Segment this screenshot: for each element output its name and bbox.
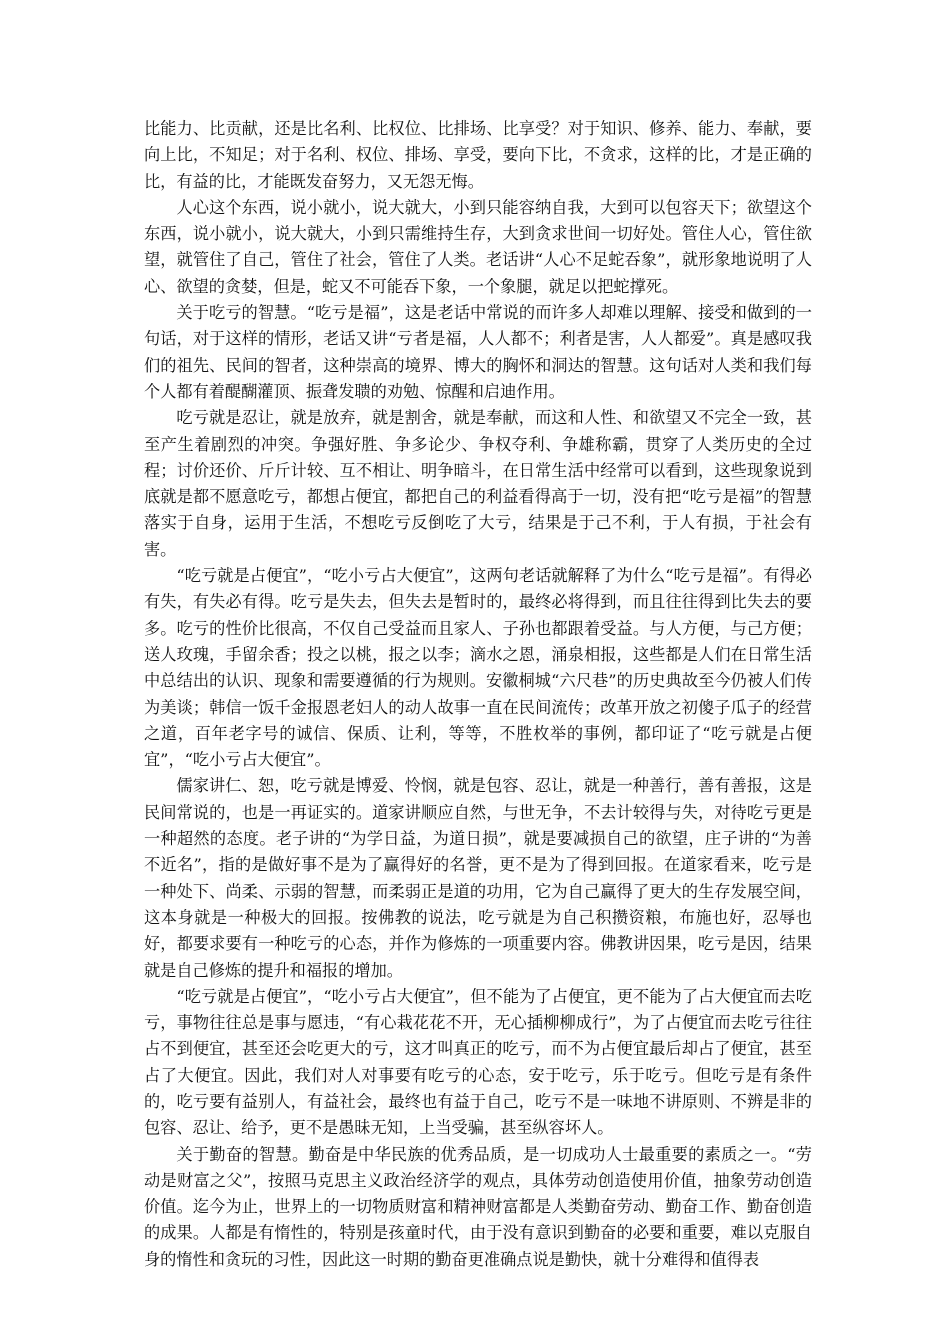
paragraph-loss-is-gain: “吃亏就是占便宜”，“吃小亏占大便宜”，这两句老话就解释了为什么“吃亏是福”。有得必有失，有失必有得。吃亏是失去，但失去是暂时的，最终必将得到，而且往往得到比失去的要多。吃亏的性价比很高，不仅自己受益而且家人、子孙也都跟着受益。与人方便，与己方便；送人玫瑰，手留余香；投之以桃，报之以李；滴水之恩，涌泉相报，这些都是人们在日常生活中总结出的认识、现象和需要遵循的行为规则。安徽桐城“六尺巷”的历史典故至今仍被人们传为美谈；韩信一饭千金报恩老妇人的动人故事一直在民间流传；改革开放之初傻子瓜子的经营之道，百年老字号的诚信、保质、让利，等等，不胜枚举的事例，都印证了“吃亏就是占便宜”，“吃小亏占大便宜”。 xyxy=(144,566,812,770)
paragraph-diligence-wisdom: 关于勤奋的智慧。勤奋是中华民族的优秀品质，是一切成功人士最重要的素质之一。“劳动是财富之父”，按照马克思主义政治经济学的观点，具体劳动创造使用价值，抽象劳动创造价值。迄今为止，世界上的一切物质财富和精神财富都是人类勤奋劳动、勤奋工作、勤奋创造的成果。人都是有惰性的，特别是孩童时代，由于没有意识到勤奋的必要和重要，难以克服自身的惰性和贪玩的习性，因此这一时期的勤奋更准确点说是勤快，就十分难得和值得表 xyxy=(144,1144,812,1269)
document-body xyxy=(144,116,812,1273)
paragraph-heart-desire: 人心这个东西，说小就小，说大就大，小到只能容纳自我，大到可以包容天下；欲望这个东西，说小就小，说大就大，小到只需维持生存，大到贪求世间一切好处。管住人心，管住欲望，就管住了自己，管住了社会，管住了人类。老话讲“人心不足蛇吞象”，就形象地说明了人心、欲望的贪婪，但是，蛇又不可能吞下象，一个象腿，就足以把蛇撑死。 xyxy=(144,197,812,296)
paragraph-loss-is-yielding: 吃亏就是忍让，就是放弃，就是割舍，就是奉献，而这和人性、和欲望又不完全一致，甚至产生着剧烈的冲突。争强好胜、争多论少、争权夺利、争雄称霸，贯穿了人类历史的全过程；讨价还价、斤斤计较、互不相让、明争暗斗，在日常生活中经常可以看到，这些现象说到底就是都不愿意吃亏，都想占便宜，都把自己的利益看得高于一切，没有把“吃亏是福”的智慧落实于自身，运用于生活，不想吃亏反倒吃了大亏，结果是于己不利，于人有损，于社会有害。 xyxy=(144,408,812,559)
paragraph-continuation: 比能力、比贡献，还是比名利、比权位、比排场、比享受？对于知识、修养、能力、奉献，要向上比，不知足；对于名利、权位、排场、享受，要向下比，不贪求，这样的比，才是正确的比，有益的比，才能既发奋努力，又无怨无悔。 xyxy=(144,119,812,191)
paragraph-confucian-taoist-buddhist: 儒家讲仁、恕，吃亏就是博爱、怜悯，就是包容、忍让，就是一种善行，善有善报，这是民间常说的，也是一再证实的。道家讲顺应自然，与世无争，不去计较得与失，对待吃亏更是一种超然的态度。老子讲的“为学日益，为道日损”，就是要减损自己的欲望，庄子讲的“为善不近名”，指的是做好事不是为了赢得好的名誉，更不是为了得到回报。在道家看来，吃亏是一种处下、尚柔、示弱的智慧，而柔弱正是道的功用，它为自己赢得了更大的生存发展空间，这本身就是一种极大的回报。按佛教的说法，吃亏就是为自己积攒资粮，布施也好，忍辱也好，都要求要有一种吃亏的心态，并作为修炼的一项重要内容。佛教讲因果，吃亏是因，结果就是自己修炼的提升和福报的增加。 xyxy=(144,776,812,980)
paragraph-loss-wisdom-intro: 关于吃亏的智慧。“吃亏是福”，这是老话中常说的而许多人却难以理解、接受和做到的一句话，对于这样的情形，老话又讲“亏者是福，人人都不；利者是害，人人都爱”。真是感叹我们的祖先、民间的智者，这种崇高的境界、博大的胸怀和洞达的智慧。这句话对人类和我们每个人都有着醍醐灌顶、振聋发聩的劝勉、惊醒和启迪作用。 xyxy=(144,303,812,401)
paragraph-loss-conditions: “吃亏就是占便宜”，“吃小亏占大便宜”，但不能为了占便宜，更不能为了占大便宜而去吃亏，事物往往总是事与愿违，“有心栽花花不开，无心插柳柳成行”，为了占便宜而去吃亏往往占不到便宜，甚至还会吃更大的亏，这才叫真正的吃亏，而不为占便宜最后却占了便宜，甚至占了大便宜。因此，我们对人对事要有吃亏的心态，安于吃亏，乐于吃亏。但吃亏是有条件的，吃亏要有益别人，有益社会，最终也有益于自己，吃亏不是一味地不讲原则、不辨是非的包容、忍让、给予，更不是愚昧无知，上当受骗，甚至纵容坏人。 xyxy=(144,986,812,1138)
